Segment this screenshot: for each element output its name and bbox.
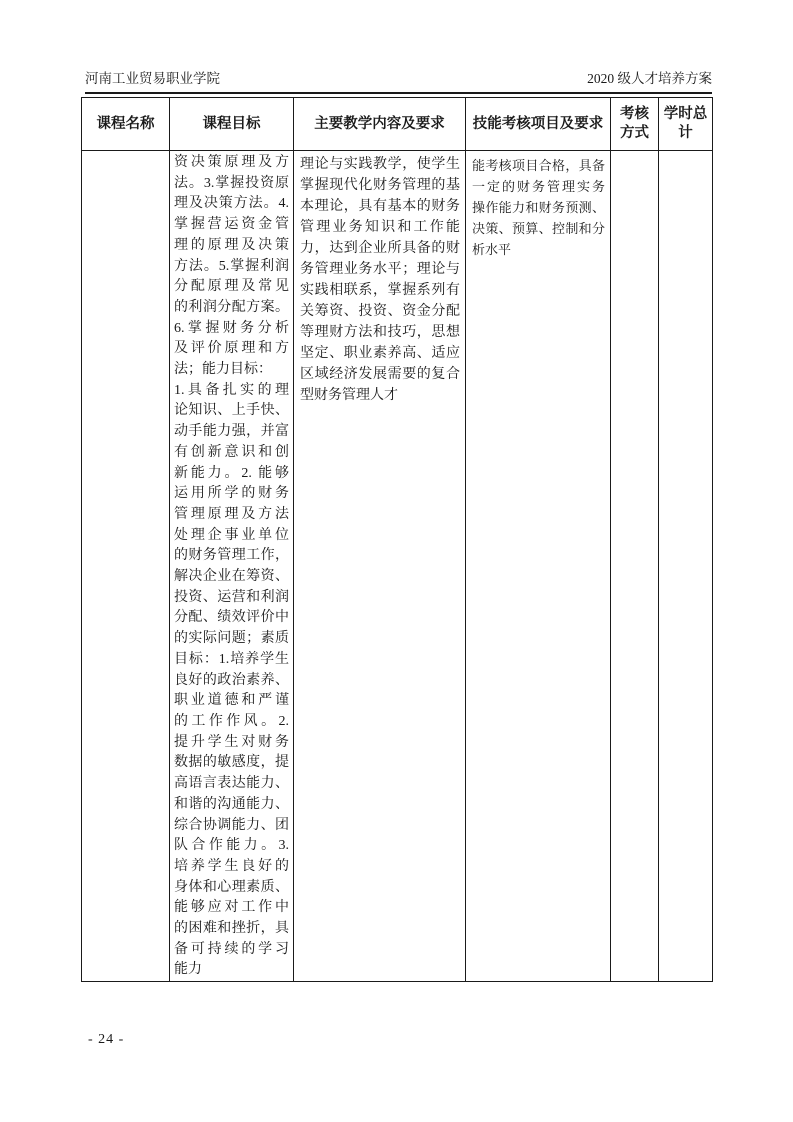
text-line: 身体和心理素质、 [174, 879, 289, 895]
text-line: 培养学生良好的 [174, 858, 289, 874]
text-line: 提升学生对财务 [174, 734, 289, 750]
text-line: 法；能力目标： [174, 362, 272, 378]
text-line: 掌握营运资金管 [174, 217, 289, 233]
text-line: 方法。5.掌握利润 [174, 258, 289, 274]
text-line: 关筹资、投资、资金分配 [300, 304, 460, 319]
page-number: - 24 - [88, 1032, 125, 1047]
text-line: 解决企业在筹资、 [174, 569, 289, 585]
cell-course-objectives [170, 151, 294, 982]
text-line: 法。3.掌握投资原 [174, 175, 289, 191]
page-header [85, 70, 712, 94]
text-line: 处理企事业单位 [174, 527, 289, 543]
text-line: 1.具备扎实的理 [174, 382, 289, 398]
text-line: 数据的敏感度，提 [174, 755, 289, 771]
col-header-course-name: 课程名称 [82, 98, 170, 151]
text-line: 分配原理及常见 [174, 279, 289, 295]
cell-course-name [82, 151, 170, 982]
text-line: 有创新意识和创 [174, 444, 289, 460]
text-line: 良好的政治素养、 [174, 672, 289, 688]
text-line: 动手能力强，并富 [174, 424, 289, 440]
cell-teaching-content [294, 151, 466, 982]
text-line: 备可持续的学习 [174, 941, 289, 957]
text-line: 等理财方法和技巧，思想 [300, 325, 460, 340]
text-line: 一定的财务管理实务 [472, 179, 605, 194]
text-line: 理的原理及决策 [174, 237, 289, 253]
col-header-assessment-method: 考核方式 [611, 98, 659, 151]
text-line: 能考核项目合格，具备 [472, 158, 605, 173]
text-line: 析水平 [472, 242, 512, 257]
text-line: 务管理业务水平；理论与 [300, 262, 460, 277]
text-line: 综合协调能力、团 [174, 817, 289, 833]
text-line: 论知识、上手快、 [174, 403, 289, 419]
cell-total-hours [659, 151, 713, 982]
course-table-body [82, 151, 713, 982]
text-line: 力，达到企业所具备的财 [300, 241, 460, 256]
course-table [81, 97, 713, 982]
text-line: 区域经济发展需要的复合 [300, 367, 460, 382]
text-line: 队合作能力。3. [174, 838, 289, 854]
col-header-total-hours: 学时总计 [659, 98, 713, 151]
text-line: 资决策原理及方 [174, 155, 289, 170]
text-line: 新能力。2. 能够 [174, 465, 289, 481]
text-line: 的利润分配方案。 [174, 299, 289, 315]
text-line: 职业道德和严谨 [174, 693, 289, 709]
text-line: 型财务管理人才 [300, 388, 398, 403]
text-line: 目标：1.培养学生 [174, 651, 289, 667]
text-line: 操作能力和财务预测、 [472, 200, 605, 215]
text-line: 的财务管理工作， [174, 548, 289, 564]
cell-skill-assessment [466, 151, 611, 982]
text-line: 运用所学的财务 [174, 486, 289, 502]
col-header-skill-assessment: 技能考核项目及要求 [466, 98, 611, 151]
header-row [82, 98, 713, 151]
page-header-school-name: 河南工业贸易职业学院 [85, 71, 220, 86]
text-line: 管理原理及方法 [174, 506, 289, 522]
text-line: 掌握现代化财务管理的基 [300, 178, 460, 193]
text-line: 的困难和挫折，具 [174, 921, 289, 937]
page-header-plan-title: 2020 级人才培养方案 [587, 71, 712, 86]
text-line: 及评价原理和方 [174, 341, 289, 357]
text-line: 本理论，具有基本的财务 [300, 199, 460, 214]
text-line: 坚定、职业素养高、适应 [300, 346, 460, 361]
col-header-teaching-content: 主要教学内容及要求 [294, 98, 466, 151]
text-line: 理及决策方法。4. [174, 196, 289, 212]
text-line: 分配、绩效评价中 [174, 610, 289, 626]
text-line: 能力 [174, 962, 202, 978]
text-line: 高语言表达能力、 [174, 776, 289, 792]
table-row [82, 151, 713, 982]
text-line: 实践相联系，掌握系列有 [300, 283, 460, 298]
cell-assessment-method [611, 151, 659, 982]
text-line: 6.掌握财务分析 [174, 320, 289, 336]
text-line: 理论与实践教学，使学生 [300, 157, 460, 172]
text-line: 决策、预算、控制和分 [472, 221, 605, 236]
text-line: 能够应对工作中 [174, 900, 289, 916]
text-line: 的工作作风。2. [174, 713, 289, 729]
text-line: 和谐的沟通能力、 [174, 796, 289, 812]
col-header-course-objectives: 课程目标 [170, 98, 294, 151]
text-line: 的实际问题；素质 [174, 631, 289, 647]
course-table-header [82, 98, 713, 151]
text-line: 管理业务知识和工作能 [300, 220, 460, 235]
text-line: 投资、运营和利润 [174, 589, 289, 605]
